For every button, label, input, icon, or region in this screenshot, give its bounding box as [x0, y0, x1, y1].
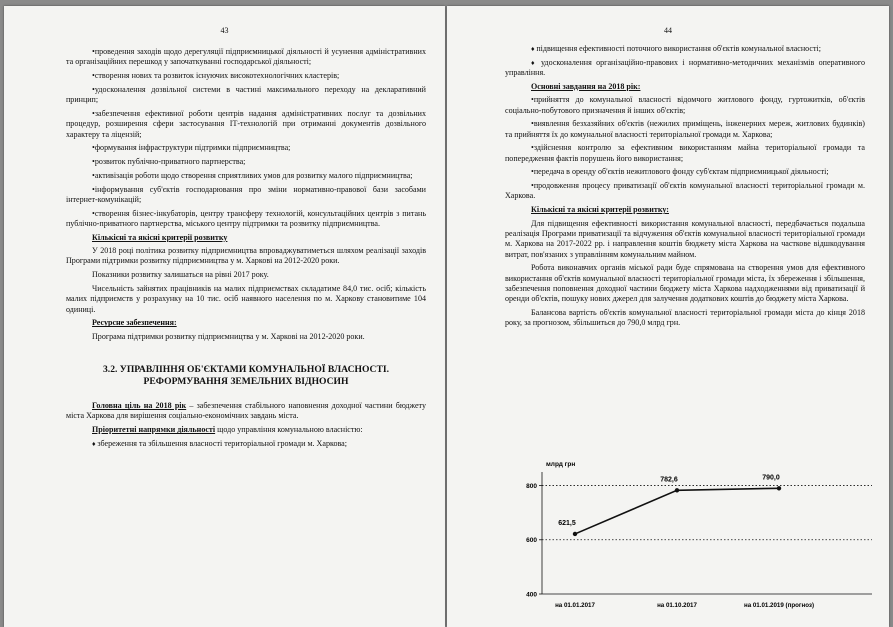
series-line: [575, 488, 779, 534]
paragraph: Показники розвитку залишаться на рівні 2017 року.: [92, 270, 269, 280]
section-heading: Ресурсне забезпечення:: [92, 318, 177, 328]
bullet-item: • створення бізнес-інкубаторів, центру трансферу технологій, консультаційних центрів з питань публічно-приватного партнерства, міського центру підтримки та розвитку підприємництва.: [66, 209, 426, 230]
goal-text: – забезпечення стабільного наповнення доходної частини бюджету міста Харкова для вирішення соціально-економічних завдань міста.: [66, 400, 426, 421]
y-tick-label: 800: [526, 482, 537, 490]
bullet-item: • здійснення контролю за ефективним використанням майна територіальної громади та попередження фактів порушень його використання;: [505, 143, 865, 164]
x-tick-label: на 01.01.2017: [555, 602, 595, 609]
priority-paragraph: [66, 425, 426, 435]
bullet-item: ♦ удосконалення організаційно-правових і нормативно-методичних механізмів оперативного управління.: [505, 58, 865, 79]
page-number: 44: [664, 26, 672, 35]
priority-label: Пріоритетні напрямки діяльності: [92, 425, 216, 435]
bullet-item: • забезпечення ефективної роботи центрів надання адміністративних послуг та дозвільних процедур, розширення сфери застосування ІТ-технологій при отриманні документів дозвільного характеру та ліцензій;: [66, 109, 426, 140]
bullet-item: • удосконалення дозвільної системи в частині максимального переходу на декларативний принцип;: [66, 85, 426, 106]
bullet-item: • інформування суб'єктів господарювання про зміни нормативно-правової бази засобами інтернет-комунікацій;: [66, 185, 426, 206]
data-label: 790,0: [762, 474, 780, 482]
bullet-item: • передача в оренду об'єктів нежитлового фонду суб'єктам підприємницької діяльності;: [505, 167, 865, 177]
x-tick-label: на 01.10.2017: [657, 602, 697, 609]
priority-text: щодо управління комунальною власністю:: [215, 425, 363, 435]
page-left: [4, 6, 445, 627]
y-axis-label: млрд грн: [546, 461, 576, 468]
paragraph: Для підвищення ефективності використання комунальної власності, передбачається подальша реалізація Програми приватизації та відчуження об'єктів комунальної власності територіальної громади м. Харкова на 2017-2022 рр. і направлення коштів бюджету міста Харкова на часткове відшкодування витрат, пов'язаних з управлінням комунальним майном.: [505, 218, 865, 259]
page-number: 43: [220, 26, 229, 35]
x-tick-label: на 01.01.2019 (прогноз): [743, 602, 815, 609]
bullet-item: • розвиток публічно-приватного партнерства;: [66, 157, 426, 167]
bullet-item: • активізація роботи щодо створення сприятливих умов для розвитку малого підприємництва;: [66, 171, 426, 181]
data-point: [573, 532, 577, 536]
left-text-column: [66, 47, 426, 452]
goal-label: Головна ціль на 2018 рік: [92, 400, 187, 410]
goal-paragraph: [66, 401, 426, 422]
paragraph: Балансова вартість об'єктів комунальної власності територіальної громади міста до кінця 2018 року, за прогнозом, збільшиться до 790,0 млрд грн.: [505, 308, 865, 328]
right-text-column: [505, 44, 865, 332]
data-point: [777, 486, 781, 490]
paragraph: Програма підтримки розвитку підприємництва у м. Харкові на 2012-2020 роки.: [92, 331, 365, 341]
section-title: 3.2. УПРАВЛІННЯ ОБ'ЄКТАМИ КОМУНАЛЬНОЇ ВЛАСНОСТІ. РЕФОРМУВАННЯ ЗЕМЕЛЬНИХ ВІДНОСИН: [103, 363, 389, 388]
data-point: [675, 488, 679, 492]
bullet-item: • формування інфраструктури підтримки підприємництва;: [66, 143, 426, 153]
bullet-item: • прийняття до комунальної власності відомчого житлового фонду, гуртожитків, об'єктів соціально-побутового призначення й інших об'єктів;: [505, 95, 865, 116]
section-heading: Основні завдання на 2018 рік:: [531, 81, 641, 91]
bullet-item: • продовження процесу приватизації об'єктів комунальної власності територіальної громади м. Харкова.: [505, 181, 865, 202]
section-heading: Кількісні та якісні критерії розвитку: [92, 232, 228, 242]
paragraph: Чисельність зайнятих працівників на малих підприємствах складатиме 84,0 тис. осіб; кількість малих підприємств у розрахунку на 10 тис. осіб наявного населення по м. Харкову становитиме 104 одиниці.: [66, 283, 426, 314]
y-tick-label: 400: [526, 591, 537, 599]
bullet-item: • виявлення безхазяйних об'єктів (нежилих приміщень, інженерних мереж, житлових будинків) та прийняття їх до комунальної власності територіальної громади м. Харкова;: [505, 119, 865, 140]
data-label: 782,6: [660, 476, 678, 484]
y-tick-label: 600: [526, 537, 537, 545]
data-label: 621,5: [558, 519, 576, 527]
bullet-item: • проведення заходів щодо дерегуляції підприємницької діяльності й усунення адміністративних та організаційних перешкод у започаткуванні господарської діяльності;: [66, 47, 426, 68]
balance-value-chart: [467, 454, 887, 624]
section-heading: Кількісні та якісні критерії розвитку:: [531, 205, 669, 215]
paragraph: Робота виконавчих органів міської ради буде спрямована на створення умов для ефективного використання об'єктів комунальної власності територіальної громади міста, їх збереження і збільшення, забезпечення поповнення доходної частини бюджету міста Харкова надходженнями від приватизації й оренди об'єктів, пошуку нових джерел для залучення додаткових коштів до бюджету міста Харкова.: [505, 263, 865, 304]
bullet-item: ♦ збереження та збільшення власності територіальної громади м. Харкова;: [66, 439, 426, 449]
bullet-item: ♦ підвищення ефективності поточного використання об'єктів комунальної власності;: [505, 44, 865, 54]
paragraph: У 2018 році політика розвитку підприємництва впроваджуватиметься шляхом реалізації заходів Програми підтримки розвитку підприємництва у м. Харкові на 2012-2020 роки.: [66, 246, 426, 266]
page-right: [447, 6, 889, 627]
bullet-item: • створення нових та розвиток існуючих високотехнологічних кластерів;: [66, 71, 426, 81]
